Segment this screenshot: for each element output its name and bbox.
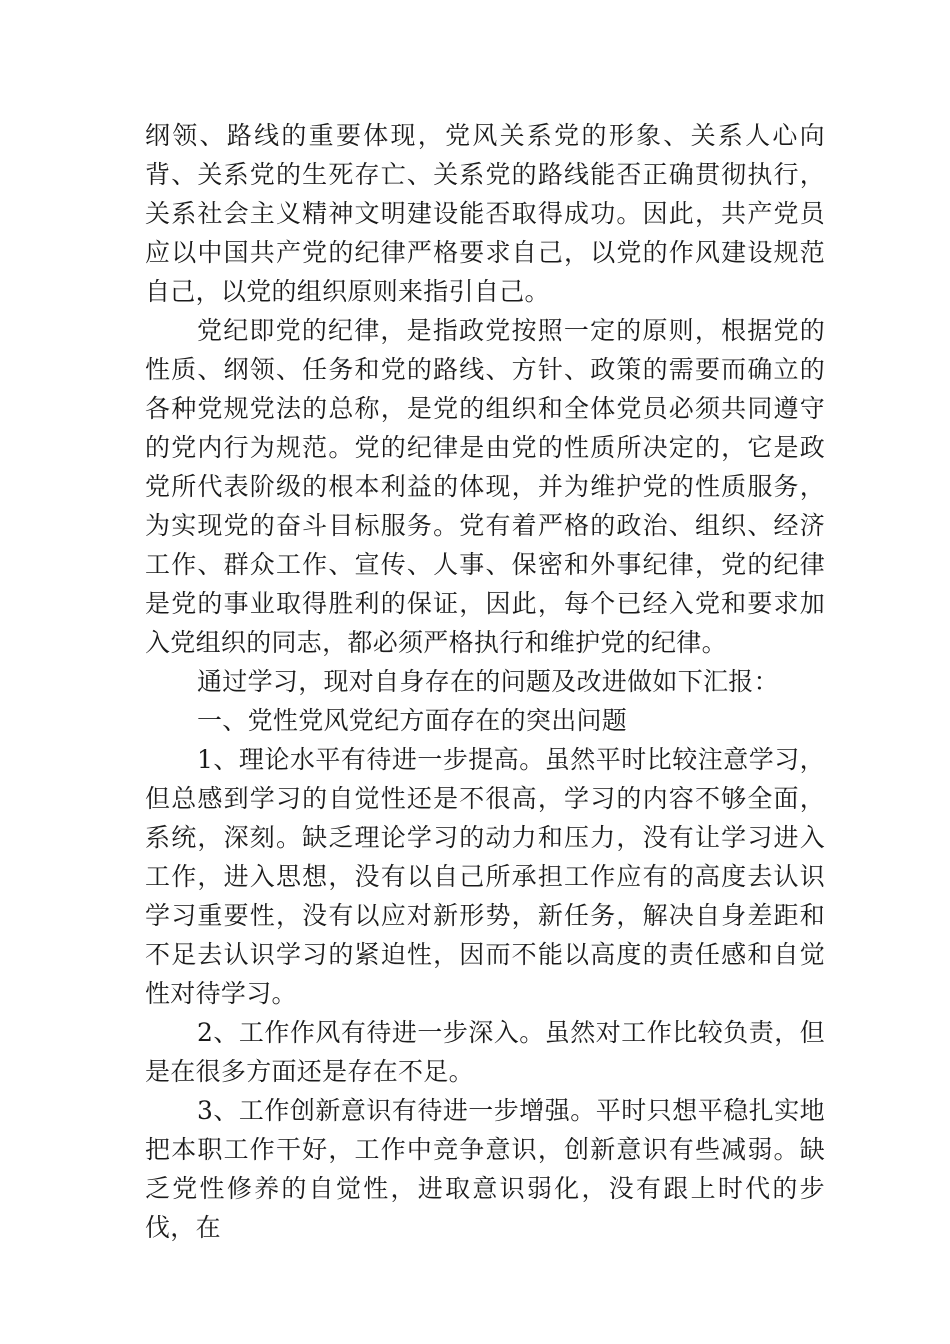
paragraph-item-1: 1、理论水平有待进一步提高。虽然平时比较注意学习，但总感到学习的自觉性还是不很高，学习的内容不够全面，系统，深刻。缺乏理论学习的动力和压力，没有让学习进入工作，进入思想，没有以自己所承担工作应有的高度去认识学习重要性，没有以应对新形势，新任务，解决自身差距和不足去认识学习的紧迫性，因而不能以高度的责任感和自觉性对待学习。 xyxy=(145,745,825,1008)
paragraph-3: 通过学习，现对自身存在的问题及改进做如下汇报： xyxy=(197,667,779,696)
document-body xyxy=(145,116,825,1247)
section-heading: 一、党性党风党纪方面存在的突出问题 xyxy=(197,706,628,735)
paragraph-1: 纲领、路线的重要体现，党风关系党的形象、关系人心向背、关系党的生死存亡、关系党的路线能否正确贯彻执行，关系社会主义精神文明建设能否取得成功。因此，共产党员应以中国共产党的纪律严格要求自己，以党的作风建设规范自己，以党的组织原则来指引自己。 xyxy=(145,121,825,306)
paragraph-2: 党纪即党的纪律，是指政党按照一定的原则，根据党的性质、纲领、任务和党的路线、方针、政策的需要而确立的各种党规党法的总称，是党的组织和全体党员必须共同遵守的党内行为规范。党的纪律是由党的性质所决定的，它是政党所代表阶级的根本利益的体现，并为维护党的性质服务，为实现党的奋斗目标服务。党有着严格的政治、组织、经济工作、群众工作、宣传、人事、保密和外事纪律，党的纪律是党的事业取得胜利的保证，因此，每个已经入党和要求加入党组织的同志，都必须严格执行和维护党的纪律。 xyxy=(145,316,825,657)
paragraph-item-2: 2、工作作风有待进一步深入。虽然对工作比较负责，但是在很多方面还是存在不足。 xyxy=(145,1018,825,1086)
paragraph-item-3: 3、工作创新意识有待进一步增强。平时只想平稳扎实地把本职工作干好，工作中竞争意识，创新意识有些减弱。缺乏党性修养的自觉性，进取意识弱化，没有跟上时代的步伐，在 xyxy=(145,1096,825,1242)
